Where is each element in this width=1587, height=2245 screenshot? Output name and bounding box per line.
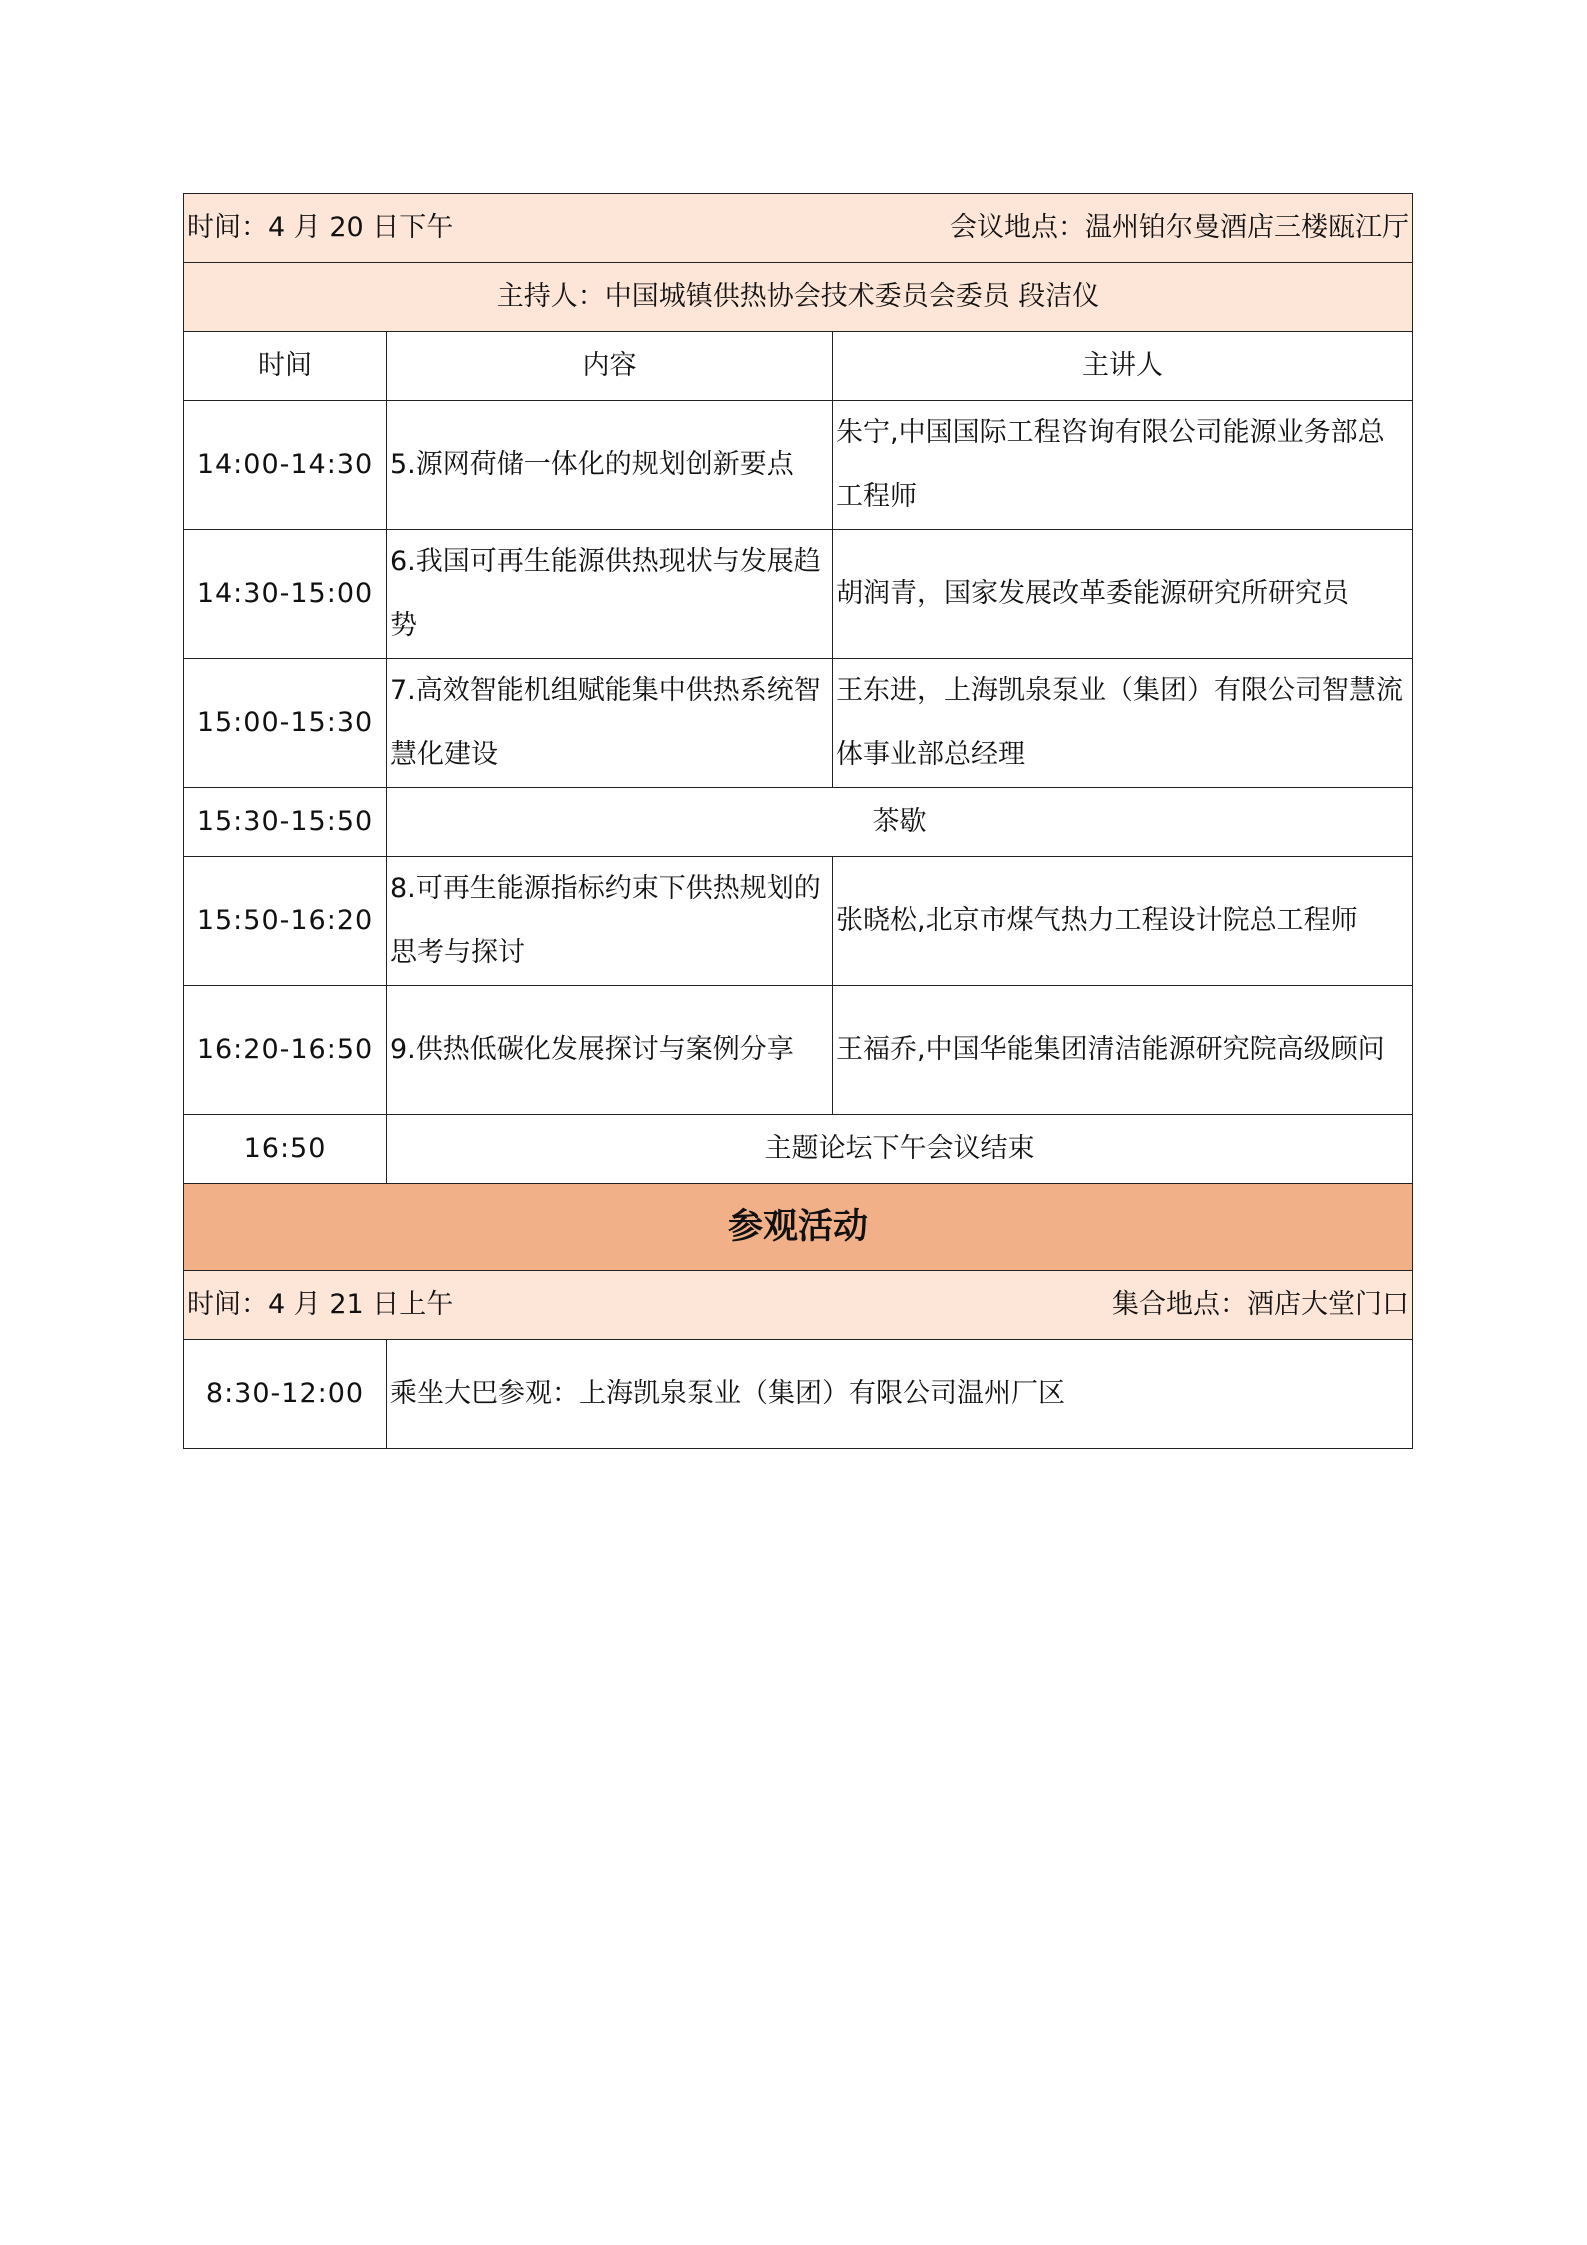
table-row	[184, 659, 1413, 788]
table-row	[184, 857, 1413, 986]
visit-time-label: 时间：4 月 21 日上午	[187, 1289, 454, 1320]
afternoon-time-label: 时间：4 月 20 日下午	[187, 212, 454, 243]
end-row	[184, 1115, 1413, 1184]
row-time: 14:00-14:30	[184, 401, 387, 530]
table-row	[184, 986, 1413, 1115]
row-content: 8.可再生能源指标约束下供热规划的思考与探讨	[387, 857, 833, 986]
table-row	[184, 401, 1413, 530]
afternoon-venue-label: 会议地点：温州铂尔曼酒店三楼瓯江厅	[950, 212, 1410, 243]
col-header-speaker: 主讲人	[833, 332, 1413, 401]
row-content: 9.供热低碳化发展探讨与案例分享	[387, 986, 833, 1115]
row-time: 15:00-15:30	[184, 659, 387, 788]
row-time: 8:30-12:00	[184, 1340, 387, 1449]
col-header-time: 时间	[184, 332, 387, 401]
row-content: 7.高效智能机组赋能集中供热系统智慧化建设	[387, 659, 833, 788]
visit-section-row	[184, 1184, 1413, 1271]
visit-content: 乘坐大巴参观：上海凯泉泵业（集团）有限公司温州厂区	[387, 1340, 1413, 1449]
table-row	[184, 530, 1413, 659]
break-label: 茶歇	[387, 788, 1413, 857]
section-title: 参观活动	[184, 1184, 1413, 1271]
col-header-content: 内容	[387, 332, 833, 401]
host-label: 主持人：中国城镇供热协会技术委员会委员 段洁仪	[184, 263, 1413, 332]
row-content: 6.我国可再生能源供热现状与发展趋势	[387, 530, 833, 659]
host-row	[184, 263, 1413, 332]
visit-row	[184, 1340, 1413, 1449]
visit-info-row	[184, 1271, 1413, 1340]
row-time: 15:50-16:20	[184, 857, 387, 986]
column-header-row	[184, 332, 1413, 401]
row-speaker: 朱宁,中国国际工程咨询有限公司能源业务部总工程师	[833, 401, 1413, 530]
row-time: 16:20-16:50	[184, 986, 387, 1115]
afternoon-info-row	[184, 194, 1413, 263]
row-speaker: 王东进，上海凯泉泵业（集团）有限公司智慧流体事业部总经理	[833, 659, 1413, 788]
row-time: 15:30-15:50	[184, 788, 387, 857]
row-time: 16:50	[184, 1115, 387, 1184]
row-speaker: 张晓松,北京市煤气热力工程设计院总工程师	[833, 857, 1413, 986]
visit-meet-label: 集合地点：酒店大堂门口	[1112, 1289, 1410, 1320]
end-label: 主题论坛下午会议结束	[387, 1115, 1413, 1184]
row-speaker: 胡润青，国家发展改革委能源研究所研究员	[833, 530, 1413, 659]
row-time: 14:30-15:00	[184, 530, 387, 659]
schedule-table	[183, 193, 1413, 1449]
row-content: 5.源网荷储一体化的规划创新要点	[387, 401, 833, 530]
row-speaker: 王福乔,中国华能集团清洁能源研究院高级顾问	[833, 986, 1413, 1115]
break-row	[184, 788, 1413, 857]
